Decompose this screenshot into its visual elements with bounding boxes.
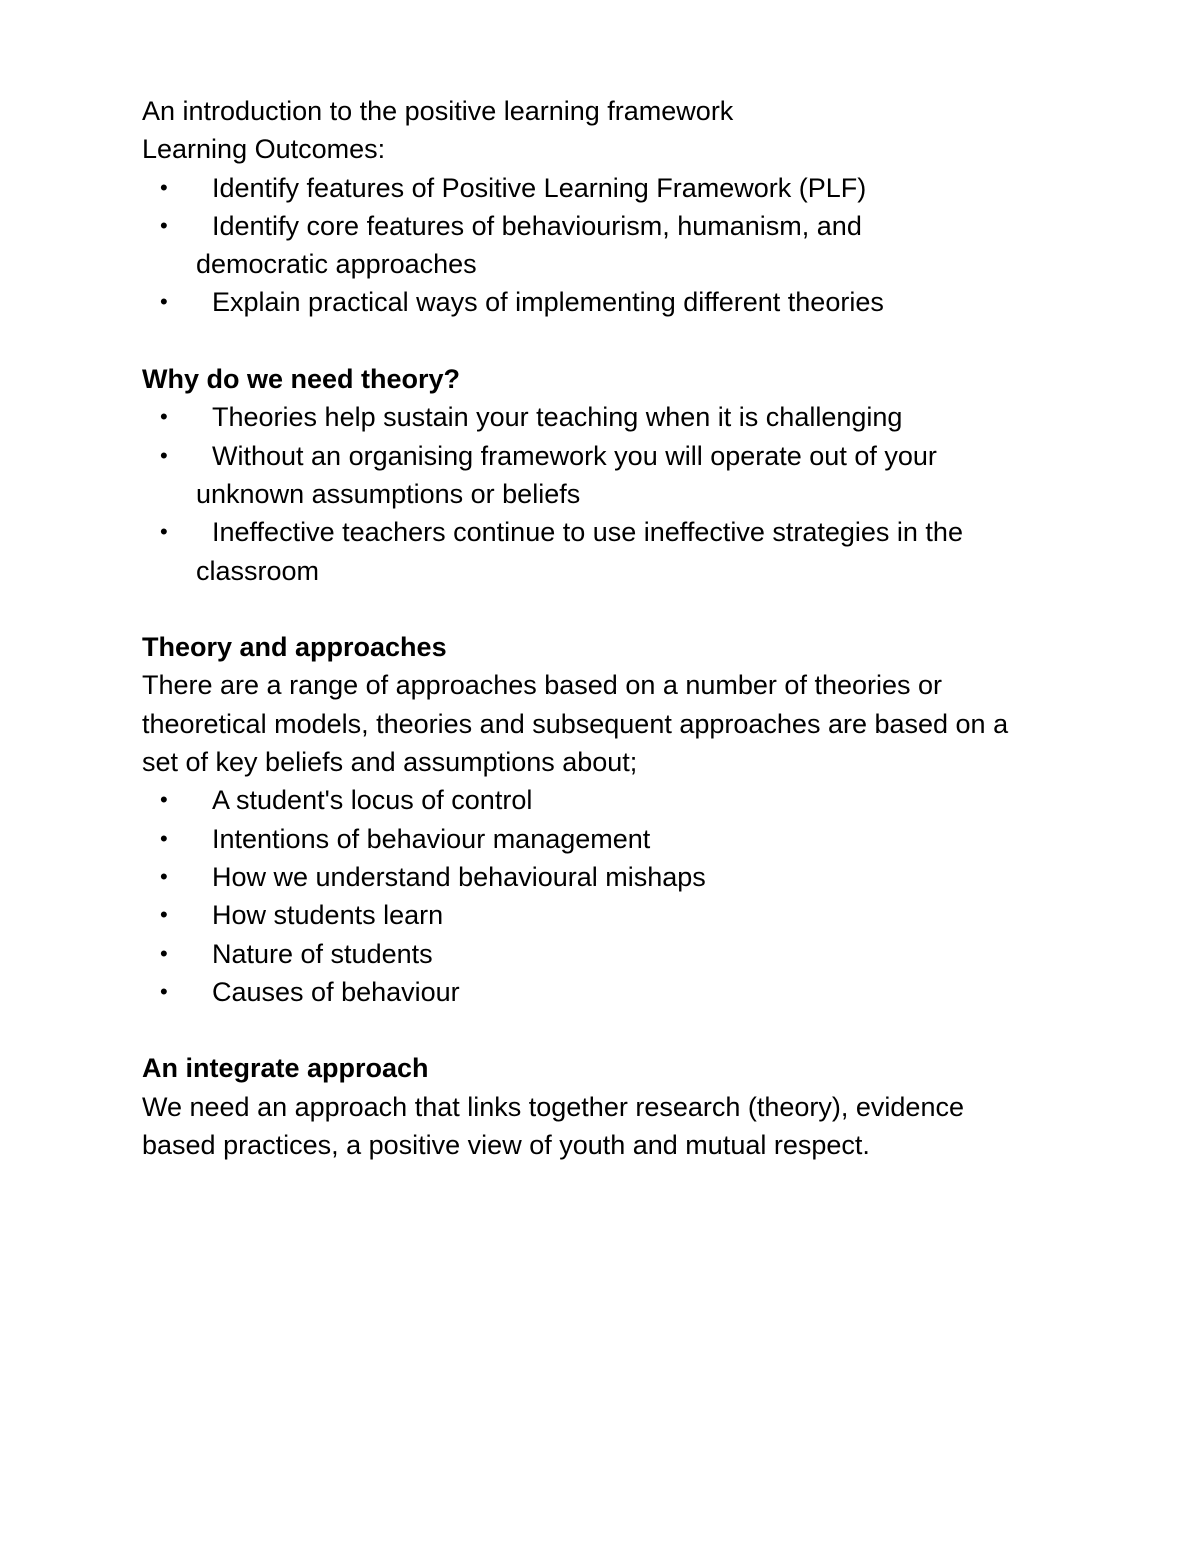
list-item-text: How students learn — [212, 900, 444, 931]
bullet-icon: • — [160, 787, 168, 813]
bullet-icon: • — [160, 174, 168, 200]
paragraph-line: We need an approach that links together research (theory), evidence — [142, 1091, 964, 1122]
list-item — [142, 820, 1082, 858]
list-item-text: Ineffective teachers continue to use ineffective strategies in the — [212, 517, 963, 548]
list-item-text: Intentions of behaviour management — [212, 823, 651, 854]
list-item-text: Identify core features of behaviourism, humanism, and — [212, 210, 862, 241]
bullet-icon: • — [160, 978, 168, 1004]
document-title: An introduction to the positive learning framework — [142, 96, 734, 126]
bullet-icon: • — [160, 863, 168, 889]
bullet-icon: • — [160, 404, 168, 430]
list-item-text: Explain practical ways of implementing different theories — [212, 287, 884, 318]
list-item — [142, 858, 1082, 896]
spacer — [142, 322, 1082, 360]
list-item-text: Causes of behaviour — [212, 976, 460, 1007]
bullet-icon: • — [160, 825, 168, 851]
list-item — [142, 935, 1082, 973]
list-item-text: How we understand behavioural mishaps — [212, 861, 706, 892]
bullet-icon: • — [160, 442, 168, 468]
list-item-text-continued: classroom — [196, 555, 320, 586]
list-item — [142, 169, 1082, 207]
list-item-text-continued: unknown assumptions or beliefs — [196, 478, 581, 509]
list-item — [142, 781, 1082, 819]
list-item — [142, 896, 1082, 934]
paragraph-line: based practices, a positive view of youth and mutual respect. — [142, 1130, 870, 1161]
beliefs-list — [142, 781, 1082, 1011]
bullet-icon: • — [160, 212, 168, 238]
integrate-approach-heading: An integrate approach — [142, 1053, 429, 1084]
why-theory-heading: Why do we need theory? — [142, 364, 461, 395]
paragraph-line: set of key beliefs and assumptions about; — [142, 747, 638, 778]
paragraph-line: There are a range of approaches based on a number of theories or — [142, 670, 943, 701]
bullet-icon: • — [160, 289, 168, 315]
theory-approaches-heading: Theory and approaches — [142, 632, 447, 663]
list-item — [142, 513, 1082, 590]
document-content — [142, 92, 1082, 1164]
list-item — [142, 283, 1082, 321]
list-item-text: A student's locus of control — [212, 785, 533, 816]
spacer — [142, 1011, 1082, 1049]
list-item — [142, 437, 1082, 514]
spacer — [142, 590, 1082, 628]
learning-outcomes-label: Learning Outcomes: — [142, 134, 386, 165]
learning-outcomes-list — [142, 169, 1082, 322]
bullet-icon: • — [160, 902, 168, 928]
paragraph-line: theoretical models, theories and subsequent approaches are based on a — [142, 708, 1009, 739]
list-item-text: Without an organising framework you will operate out of your — [212, 440, 937, 471]
list-item — [142, 973, 1082, 1011]
list-item-text: Theories help sustain your teaching when it is challenging — [212, 402, 903, 433]
list-item-text: Nature of students — [212, 938, 433, 969]
list-item-text-continued: democratic approaches — [196, 249, 477, 280]
list-item — [142, 207, 1082, 284]
bullet-icon: • — [160, 940, 168, 966]
list-item-text: Identify features of Positive Learning Framework (PLF) — [212, 172, 867, 203]
bullet-icon: • — [160, 519, 168, 545]
why-theory-list — [142, 398, 1082, 589]
list-item — [142, 398, 1082, 436]
